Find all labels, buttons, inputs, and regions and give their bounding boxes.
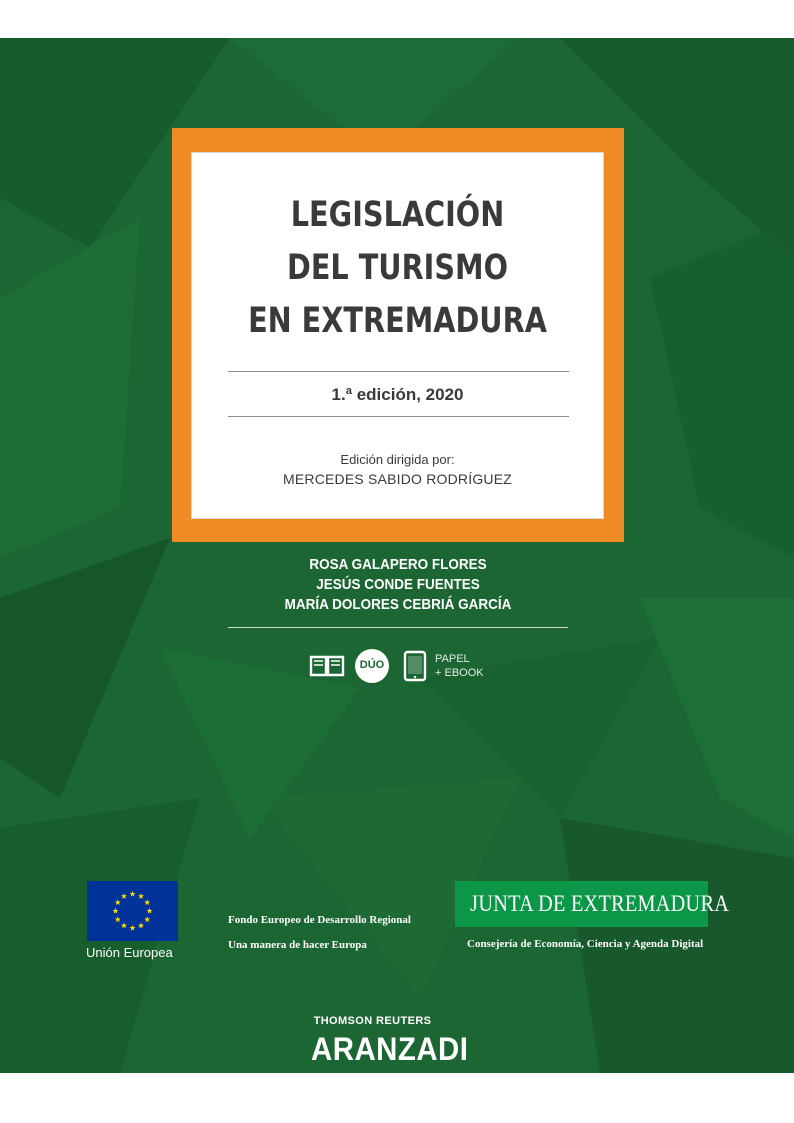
open-book-icon	[309, 654, 345, 678]
publisher-name: ARANZADI	[310, 1031, 469, 1067]
format-label-line-2: + EBOOK	[435, 667, 484, 679]
authors-list	[220, 555, 576, 615]
director-name: MERCEDES SABIDO RODRÍGUEZ	[282, 471, 513, 487]
format-label-line-1: PAPEL	[435, 653, 470, 665]
title-line-3: EN EXTREMADURA	[248, 301, 547, 341]
title-divider-bottom	[228, 416, 569, 417]
tablet-icon	[403, 650, 427, 682]
title-line-1: LEGISLACIÓN	[290, 195, 505, 235]
author-2: JESÚS CONDE FUENTES	[316, 576, 480, 593]
consejeria-text: Consejería de Economía, Ciencia y Agenda Digital	[467, 938, 704, 950]
format-label	[435, 652, 484, 680]
format-badges	[309, 648, 529, 682]
authors-divider	[228, 627, 568, 628]
title-divider-top	[228, 371, 569, 372]
junta-name: JUNTA DE EXTREMADURA	[470, 891, 730, 916]
junta-logo	[455, 881, 730, 927]
feder-line-2: Una manera de hacer Europa	[228, 939, 367, 951]
book-title	[229, 189, 566, 348]
author-1: ROSA GALAPERO FLORES	[309, 556, 487, 573]
duo-badge-icon	[355, 649, 389, 683]
title-panel	[191, 152, 604, 519]
author-3: MARÍA DOLORES CEBRIÁ GARCÍA	[284, 596, 512, 613]
publisher-group: THOMSON REUTERS	[313, 1015, 432, 1027]
book-cover	[0, 38, 794, 1073]
eu-label: Unión Europea	[86, 945, 173, 960]
directed-by-label: Edición dirigida por:	[340, 452, 455, 467]
duo-badge-label: DÚO	[359, 659, 385, 671]
feder-line-1: Fondo Europeo de Desarrollo Regional	[228, 914, 411, 926]
edition-text: 1.ª edición, 2020	[331, 385, 464, 404]
eu-flag-icon	[87, 881, 178, 941]
title-line-2: DEL TURISMO	[286, 248, 508, 288]
feder-text	[228, 908, 411, 958]
